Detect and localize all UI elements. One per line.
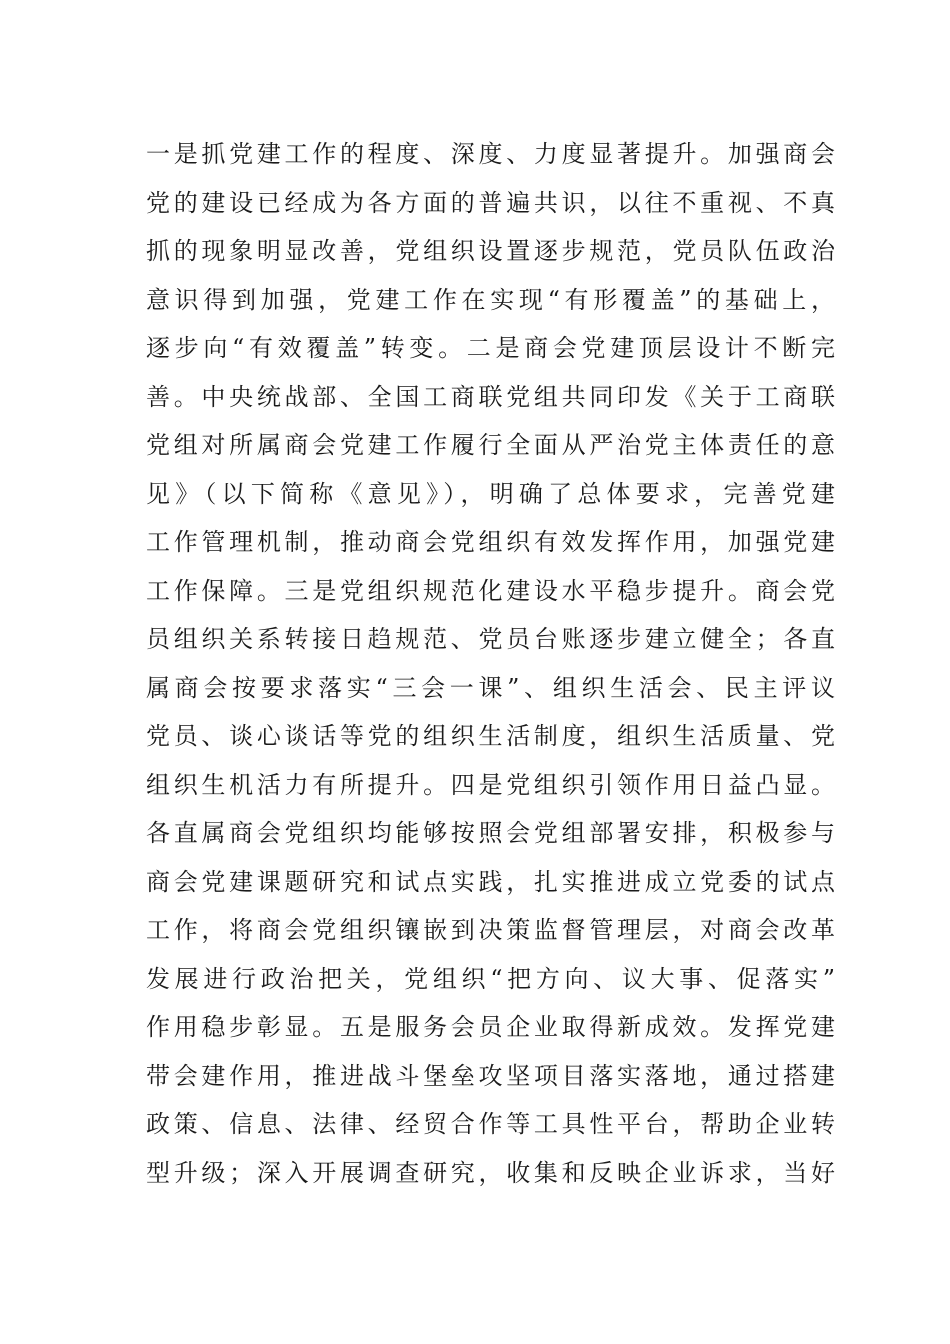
text-line: 一是抓党建工作的程度、深度、力度显著提升。加强商会 <box>146 140 836 168</box>
text-line: 逐步向“有效覆盖”转变。二是商会党建顶层设计不断完 <box>146 334 836 362</box>
text-line: 党组对所属商会党建工作履行全面从严治党主体责任的意 <box>146 431 836 459</box>
text-line: 意识得到加强，党建工作在实现“有形覆盖”的基础上， <box>146 285 836 314</box>
text-line: 发展进行政治把关，党组织“把方向、议大事、促落实” <box>146 964 836 993</box>
text-line: 政策、信息、法律、经贸合作等工具性平台，帮助企业转 <box>146 1110 836 1138</box>
text-line: 党员、谈心谈话等党的组织生活制度，组织生活质量、党 <box>146 722 836 750</box>
text-line: 商会党建课题研究和试点实践，扎实推进成立党委的试点 <box>146 867 836 896</box>
text-line: 善。中央统战部、全国工商联党组共同印发《关于工商联 <box>146 382 836 411</box>
text-line: 带会建作用，推进战斗堡垒攻坚项目落实落地，通过搭建 <box>146 1061 836 1090</box>
text-line: 工作，将商会党组织镶嵌到决策监督管理层，对商会改革 <box>146 916 836 944</box>
text-line: 组织生机活力有所提升。四是党组织引领作用日益凸显。 <box>146 770 836 799</box>
text-line: 各直属商会党组织均能够按照会党组部署安排，积极参与 <box>146 819 836 847</box>
text-line: 作用稳步彰显。五是服务会员企业取得新成效。发挥党建 <box>146 1013 836 1041</box>
text-line: 工作保障。三是党组织规范化建设水平稳步提升。商会党 <box>146 576 836 605</box>
text-line: 见》（以下简称《意见》），明确了总体要求，完善党建 <box>146 479 836 508</box>
text-line: 属商会按要求落实“三会一课”、组织生活会、民主评议 <box>146 673 836 702</box>
text-line: 抓的现象明显改善，党组织设置逐步规范，党员队伍政治 <box>146 237 836 265</box>
text-line: 工作管理机制，推动商会党组织有效发挥作用，加强党建 <box>146 528 836 556</box>
text-line: 型升级；深入开展调查研究，收集和反映企业诉求，当好 <box>146 1158 836 1187</box>
body-paragraph <box>146 130 836 1197</box>
text-line: 员组织关系转接日趋规范、党员台账逐步建立健全；各直 <box>146 625 836 653</box>
text-line: 党的建设已经成为各方面的普遍共识，以往不重视、不真 <box>146 188 836 217</box>
